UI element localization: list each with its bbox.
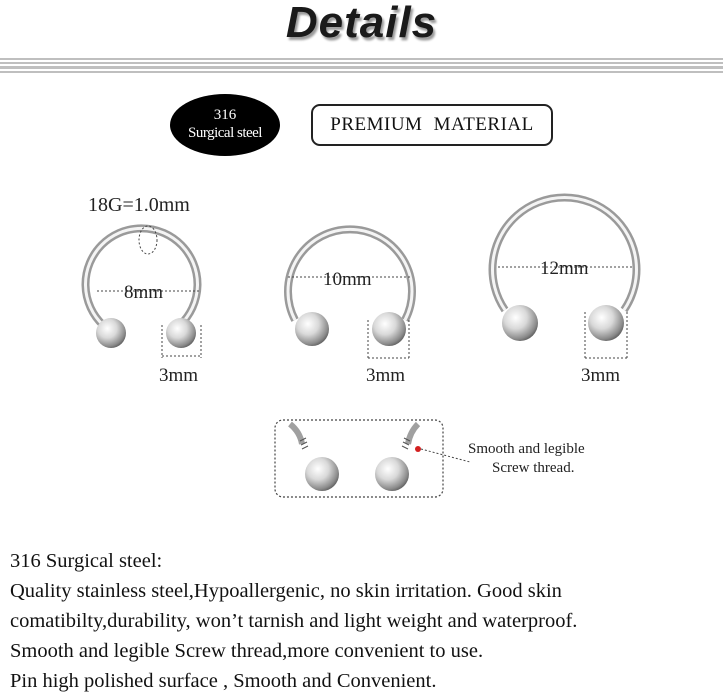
ring-small-highlight (86, 228, 198, 325)
badge-steel-label: Surgical steel (188, 125, 262, 141)
thread-detail (275, 420, 585, 497)
premium-material-badge: PREMIUM MATERIAL (311, 104, 553, 146)
ring-medium-diameter-label: 10mm (323, 269, 372, 290)
ring-large (493, 197, 637, 386)
ball-medium-label: 3mm (366, 365, 406, 386)
description-line: Pin high polished surface , Smooth and Convenient. (10, 670, 437, 692)
divider-line (0, 71, 723, 73)
surgical-steel-badge (170, 94, 280, 156)
ball-large-label: 3mm (581, 365, 621, 386)
description-line: Quality stainless steel,Hypoallergenic, no skin irritation. Good skin (10, 580, 562, 602)
thread-callout-line1: Smooth and legible (468, 441, 585, 457)
description-line: comatibilty,durability, won’t tarnish and light weight and waterproof. (10, 610, 578, 632)
thread-marker-dot (415, 446, 421, 452)
ring-large-arc (493, 197, 637, 310)
thread-ball-right (375, 457, 409, 491)
gauge-label: 18G=1.0mm (88, 194, 190, 216)
product-description (10, 546, 723, 695)
ring-medium-ball-right (372, 312, 406, 346)
ring-small-ball-left (96, 318, 126, 348)
ring-small (86, 194, 202, 386)
thread-ball-left (305, 457, 339, 491)
description-heading: 316 Surgical steel: (10, 550, 163, 572)
badge-steel-grade: 316 (213, 107, 237, 123)
thread-callout-line2: Screw thread. (492, 460, 575, 476)
ring-large-diameter-label: 12mm (540, 258, 589, 279)
thread-callout-line (421, 449, 470, 462)
ring-size-diagram (0, 160, 723, 560)
ring-large-ball-left (502, 305, 538, 341)
ring-medium-ball-left (295, 312, 329, 346)
page-title: Details (285, 0, 438, 47)
ring-large-ball-right (588, 305, 624, 341)
divider-line (0, 62, 723, 64)
divider-line (0, 58, 723, 60)
description-line: Smooth and legible Screw thread,more convenient to use. (10, 640, 484, 662)
ball-small-label: 3mm (159, 365, 199, 386)
divider-line (0, 66, 723, 69)
ring-small-diameter-label: 8mm (124, 282, 164, 303)
ring-medium (288, 229, 412, 386)
ring-small-ball-right (166, 318, 196, 348)
